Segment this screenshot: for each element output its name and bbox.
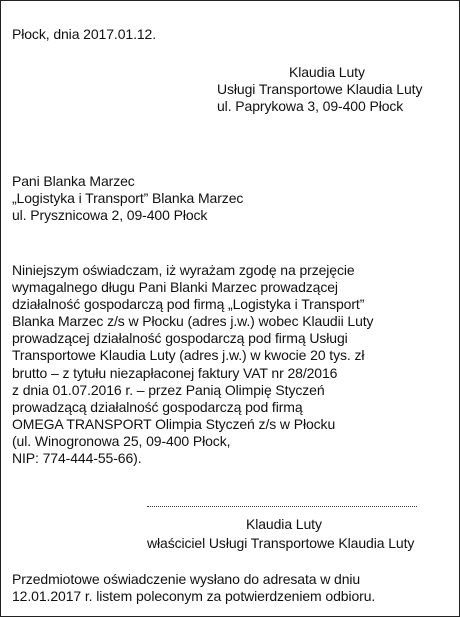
signature-role: właściciel Usługi Transportowe Klaudia Luty: [147, 535, 415, 551]
body-line: działalność gospodarczą pod firmą „Logistyka i Transport”: [12, 296, 365, 313]
sender-address: ul. Paprykowa 3, 09-400 Płock: [217, 98, 404, 114]
sender-block: [217, 64, 442, 115]
body-line: (ul. Winogronowa 25, 09-400 Płock,: [12, 432, 231, 449]
body-line: prowadzącej działalność gospodarczą pod firmą Usługi: [12, 330, 348, 347]
body-line: OMEGA TRANSPORT Olimpia Styczeń z/s w Płocku: [12, 415, 336, 432]
body-line: z dnia 01.07.2016 r. – przez Panią Olimpię Styczeń: [12, 381, 325, 398]
place-date: Płock, dnia 2017.01.12.: [12, 26, 157, 42]
body-line: prowadzącą działalność gospodarczą pod firmą: [12, 398, 303, 415]
recipient-address: ul. Prysznicowa 2, 09-400 Płock: [12, 207, 208, 223]
dispatch-note: [12, 571, 375, 605]
signature-line: [147, 506, 417, 507]
recipient-name: Pani Blanka Marzec: [12, 173, 135, 189]
recipient-company: „Logistyka i Transport” Blanka Marzec: [12, 190, 244, 206]
body-line: wymagalnego długu Pani Blanki Marzec prowadzącej: [12, 279, 338, 296]
note-line: 12.01.2017 r. listem poleconym za potwierdzeniem odbioru.: [12, 588, 376, 604]
recipient-block: [12, 173, 243, 224]
body-line: Transportowe Klaudia Luty (adres j.w.) w kwocie 20 tys. zł: [12, 347, 365, 364]
body-line: NIP: 774-444-55-66).: [12, 450, 142, 467]
declaration-body: [12, 262, 373, 467]
note-line: Przedmiotowe oświadczenie wysłano do adresata w dniu: [12, 571, 361, 587]
signature-name: Klaudia Luty: [246, 516, 322, 532]
body-line: Niniejszym oświadczam, iż wyrażam zgodę na przejęcie: [12, 262, 355, 278]
sender-name: Klaudia Luty: [289, 64, 365, 80]
body-line: Blanka Marzec z/s w Płocku (adres j.w.) wobec Klaudii Luty: [12, 313, 374, 330]
sender-company: Usługi Transportowe Klaudia Luty: [217, 81, 423, 97]
body-line: brutto – z tytułu niezapłaconej faktury VAT nr 28/2016: [12, 364, 338, 381]
